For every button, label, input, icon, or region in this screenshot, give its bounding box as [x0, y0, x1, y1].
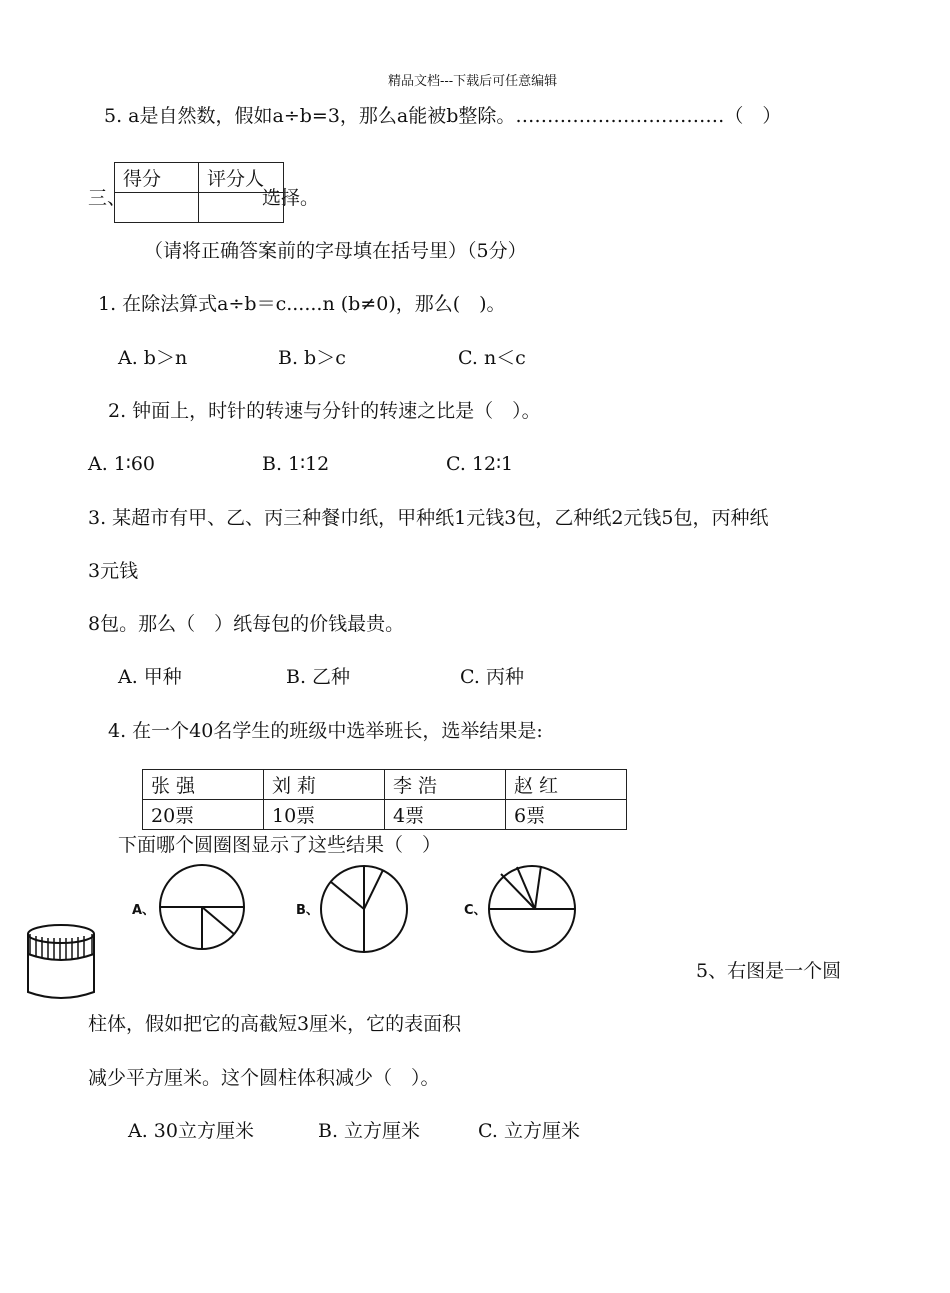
pie-chart-c — [487, 864, 577, 954]
q3-option-b: B. 乙种 — [286, 666, 351, 688]
pie-c-divider — [501, 874, 535, 909]
question-1: 1. 在除法算式a÷b＝c......n (b≠0)，那么( )。 — [98, 293, 506, 315]
pie-a-divider — [202, 907, 234, 934]
q5-option-b: B. 立方厘米 — [318, 1120, 421, 1142]
page-header: 精品文档---下载后可任意编辑 — [388, 74, 558, 89]
pie-c-divider — [517, 867, 535, 909]
question-3-line-3: 8包。那么（ ）纸每包的价钱最贵。 — [88, 613, 405, 635]
section-title: 选择。 — [262, 187, 320, 209]
q2-option-b: B. 1∶12 — [262, 453, 330, 475]
score-cell[interactable] — [115, 193, 199, 223]
section-number: 三、 — [88, 187, 127, 209]
question-5-line-3: 减少平方厘米。这个圆柱体积减少（ ）。 — [88, 1067, 440, 1089]
name-cell: 刘 莉 — [264, 770, 385, 800]
pie-b-divider — [364, 870, 383, 909]
q1-option-b: B. b＞c — [278, 347, 346, 369]
pie-b-label: B、 — [296, 903, 319, 918]
cylinder-ridges — [30, 934, 92, 959]
votes-table — [142, 769, 627, 830]
q1-option-c: C. n＜c — [458, 347, 526, 369]
question-4: 4. 在一个40名学生的班级中选举班长，选举结果是: — [108, 720, 543, 742]
score-table — [114, 162, 284, 223]
votes-cell: 20票 — [143, 800, 264, 830]
pie-c-label: C、 — [464, 903, 487, 918]
pie-c-divider — [535, 866, 541, 909]
question-4-prompt: 下面哪个圆圈图显示了这些结果（ ） — [118, 834, 442, 856]
pie-chart-b — [319, 864, 409, 954]
q2-option-a: A. 1∶60 — [88, 453, 156, 475]
truefalse-question-5: 5. a是自然数，假如a÷b=3，那么a能被b整除。……………………………（ ） — [104, 105, 782, 127]
votes-cell: 6票 — [506, 800, 627, 830]
grader-header: 评分人 — [199, 163, 284, 193]
pie-chart-a — [158, 862, 246, 952]
q5-option-a: A. 30立方厘米 — [128, 1120, 254, 1142]
q3-option-c: C. 丙种 — [460, 666, 524, 688]
q2-option-c: C. 12∶1 — [446, 453, 514, 475]
question-2: 2. 钟面上，时针的转速与分针的转速之比是（ ）。 — [108, 400, 541, 422]
name-cell: 赵 红 — [506, 770, 627, 800]
pie-a-label: A、 — [132, 903, 156, 918]
q1-option-a: A. b＞n — [118, 347, 188, 369]
cylinder-drawing — [22, 922, 100, 1004]
votes-cell: 4票 — [385, 800, 506, 830]
q5-option-c: C. 立方厘米 — [478, 1120, 580, 1142]
question-5-line-2: 柱体，假如把它的高截短3厘米，它的表面积 — [88, 1013, 462, 1035]
question-3-line-1: 3. 某超市有甲、乙、丙三种餐巾纸，甲种纸1元钱3包，乙种纸2元钱5包，丙种纸 — [88, 507, 769, 529]
name-cell: 李 浩 — [385, 770, 506, 800]
name-cell: 张 强 — [143, 770, 264, 800]
score-header: 得分 — [115, 163, 199, 193]
pie-b-divider — [331, 882, 364, 909]
question-3-line-2: 3元钱 — [88, 560, 139, 582]
grader-cell[interactable] — [199, 193, 284, 223]
question-5-line-1: 5、右图是一个圆 — [696, 960, 842, 982]
section-instruction: （请将正确答案前的字母填在括号里）（5分） — [144, 240, 527, 262]
votes-cell: 10票 — [264, 800, 385, 830]
q3-option-a: A. 甲种 — [118, 666, 182, 688]
